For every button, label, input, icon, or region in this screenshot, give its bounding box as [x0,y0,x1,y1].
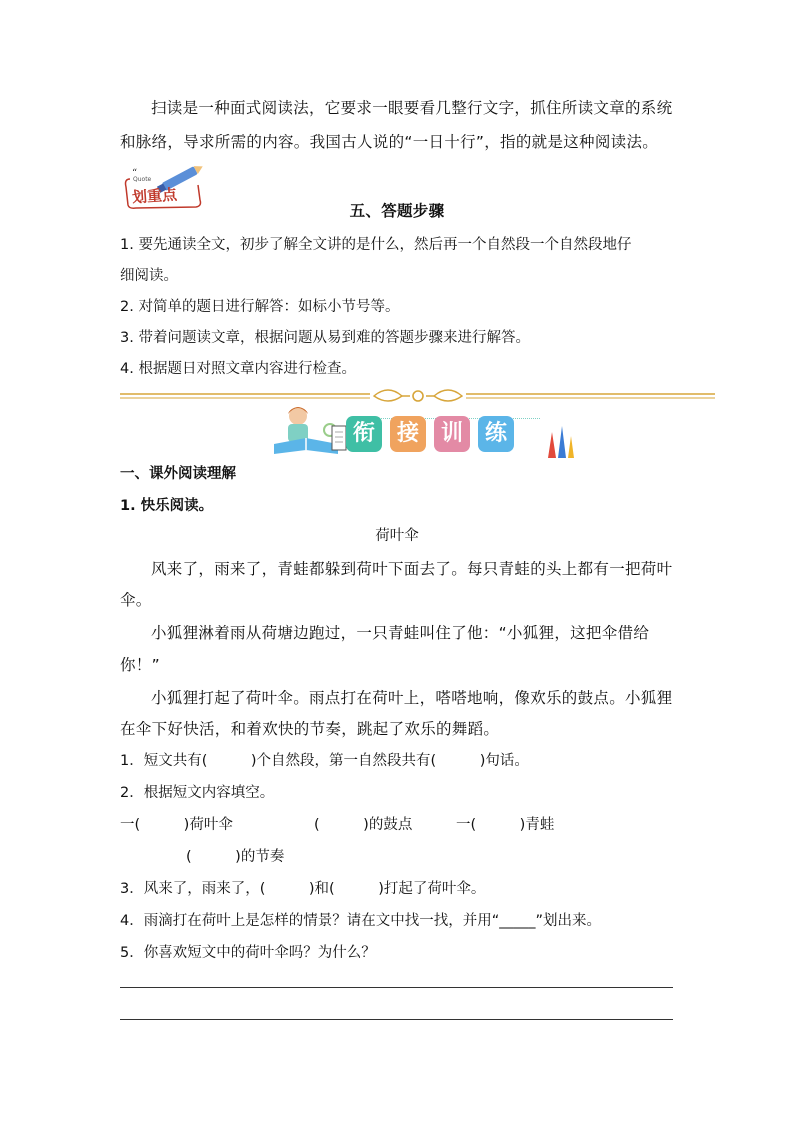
badge-text: 划重点 [131,185,178,207]
step-line-1-cont: 细阅读。 [120,268,178,284]
intro-line-1: 扫读是一种面式阅读法，它要求一眼要看几整行文字，抓住所读文章的系统 [151,99,673,117]
banner-char-4: 练 [478,416,514,452]
banner-char-1: 衔 [346,416,382,452]
section-title: 五、答题步骤 [349,202,445,220]
step-line-4: 4. 根据题日对照文章内容进行检查。 [120,361,356,377]
training-banner [272,402,582,460]
question-3: 3．风来了，雨来了，( )和( )打起了荷叶伞。 [120,881,486,897]
answer-line-1[interactable] [120,987,673,988]
story-title: 荷叶伞 [375,528,419,544]
story-line-5: 小狐狸打起了荷叶伞。雨点打在荷叶上，嗒嗒地响，像欢乐的鼓点。小狐狸 [151,689,673,707]
question-4: 4．雨滴打在荷叶上是怎样的情景？请在文中找一找，并用“_____”划出来。 [120,913,601,929]
step-line-3: 3. 带着问题读文章，根据问题从易到难的答题步骤来进行解答。 [120,330,530,346]
banner-chars [346,416,522,452]
question-2: 2．根据短文内容填空。 [120,785,275,801]
story-line-4: 你！” [120,656,160,674]
step-line-2: 2. 对简单的题日进行解答：如标小节号等。 [120,299,400,315]
story-line-6: 在伞下好快活，和着欢快的节奏，跳起了欢乐的舞蹈。 [120,720,500,738]
badge-quote-label: Quote [133,176,152,183]
question-title: 1. 快乐阅读。 [120,498,214,514]
story-line-2: 伞。 [120,591,152,609]
question-5: 5．你喜欢短文中的荷叶伞吗？为什么？ [120,945,376,961]
pencils-icon [542,420,576,460]
fill-blank-a: 一( )荷叶伞 [120,817,233,833]
question-1: 1．短文共有( )个自然段，第一自然段共有( )句话。 [120,753,529,769]
answer-line-2[interactable] [120,1019,673,1020]
story-line-3: 小狐狸淋着雨从荷塘边跑过，一只青蛙叫住了他：“小狐狸，这把伞借给 [151,624,650,642]
intro-line-2: 和脉络，导求所需的内容。我国古人说的“一日十行”，指的就是这种阅读法。 [120,133,659,151]
story-line-1: 风来了，雨来了，青蛙都躲到荷叶下面去了。每只青蛙的头上都有一把荷叶 [151,560,673,578]
svg-text:“: “ [132,168,138,179]
step-line-1: 1. 要先通读全文，初步了解全文讲的是什么，然后再一个自然段一个自然段地仔 [120,237,632,253]
fill-blank-c: 一( )青蛙 [456,817,555,833]
fill-blank-b: ( )的鼓点 [314,817,413,833]
fill-blank-d: ( )的节奏 [186,849,285,865]
part-title: 一、课外阅读理解 [120,466,236,482]
banner-char-3: 训 [434,416,470,452]
banner-char-2: 接 [390,416,426,452]
